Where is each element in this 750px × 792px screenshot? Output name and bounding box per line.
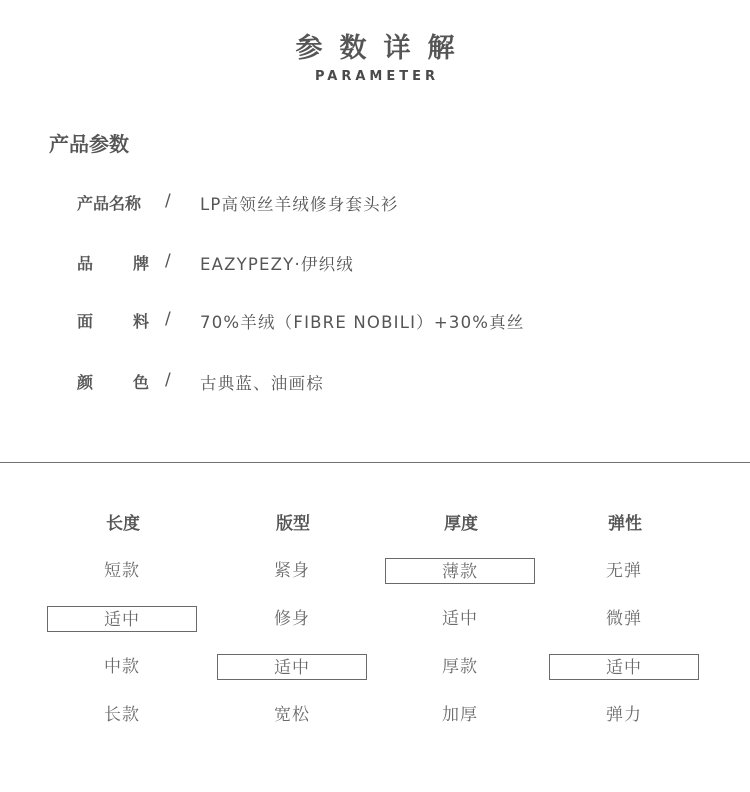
param-label-char: 面 — [77, 312, 94, 331]
column-header: 厚度 — [444, 514, 478, 534]
param-row-fabric — [77, 309, 717, 337]
option-cell: 无弹 — [606, 561, 642, 581]
param-label-char: 牌 — [132, 254, 149, 273]
attribute-column-fit — [217, 510, 369, 725]
section-heading: 产品参数 — [49, 132, 129, 156]
column-header: 版型 — [276, 514, 310, 534]
option-cell: 长款 — [104, 705, 140, 725]
param-label — [77, 191, 149, 214]
option-cell: 弹力 — [606, 705, 642, 725]
page-subtitle: PARAMETER — [314, 69, 440, 84]
param-label-char: 色 — [132, 373, 149, 392]
option-cell: 短款 — [104, 561, 140, 581]
option-cell-selected: 薄款 — [385, 558, 535, 584]
attribute-column-thickness — [385, 510, 537, 725]
param-value: 70%羊绒（FIBRE NOBILI）+30%真丝 — [200, 313, 525, 332]
column-header: 弹性 — [608, 514, 642, 534]
option-cell-selected: 适中 — [47, 606, 197, 632]
option-cell: 加厚 — [442, 705, 478, 725]
option-cell: 适中 — [442, 609, 478, 629]
option-cell: 厚款 — [442, 657, 478, 677]
param-separator: / — [165, 309, 171, 329]
section-divider — [0, 462, 750, 463]
attribute-column-length — [47, 510, 199, 725]
param-label-char: 料 — [132, 312, 149, 331]
param-label — [77, 251, 149, 274]
param-value: 古典蓝、油画棕 — [200, 374, 324, 393]
param-label — [77, 370, 149, 393]
option-cell: 修身 — [274, 609, 310, 629]
page-title: 参数详解 — [295, 33, 472, 64]
option-cell: 微弹 — [606, 609, 642, 629]
param-value: EAZYPEZY·伊织绒 — [200, 255, 354, 274]
param-row-name — [77, 191, 717, 219]
option-cell: 紧身 — [274, 561, 310, 581]
param-label — [77, 309, 149, 332]
option-cell-selected: 适中 — [549, 654, 699, 680]
param-value: LP高领丝羊绒修身套头衫 — [200, 195, 399, 214]
option-cell-selected: 适中 — [217, 654, 367, 680]
param-label-char: 颜 — [77, 373, 94, 392]
option-cell: 中款 — [104, 657, 140, 677]
param-separator: / — [165, 251, 171, 271]
attribute-column-elasticity — [549, 510, 701, 725]
param-separator: / — [165, 370, 171, 390]
option-cell: 宽松 — [274, 705, 310, 725]
param-label-char: 品 — [77, 254, 94, 273]
param-separator: / — [165, 191, 171, 211]
param-row-color — [77, 370, 717, 398]
param-row-brand — [77, 251, 717, 279]
column-header: 长度 — [106, 514, 140, 534]
param-label-text: 产品名称 — [77, 194, 142, 213]
